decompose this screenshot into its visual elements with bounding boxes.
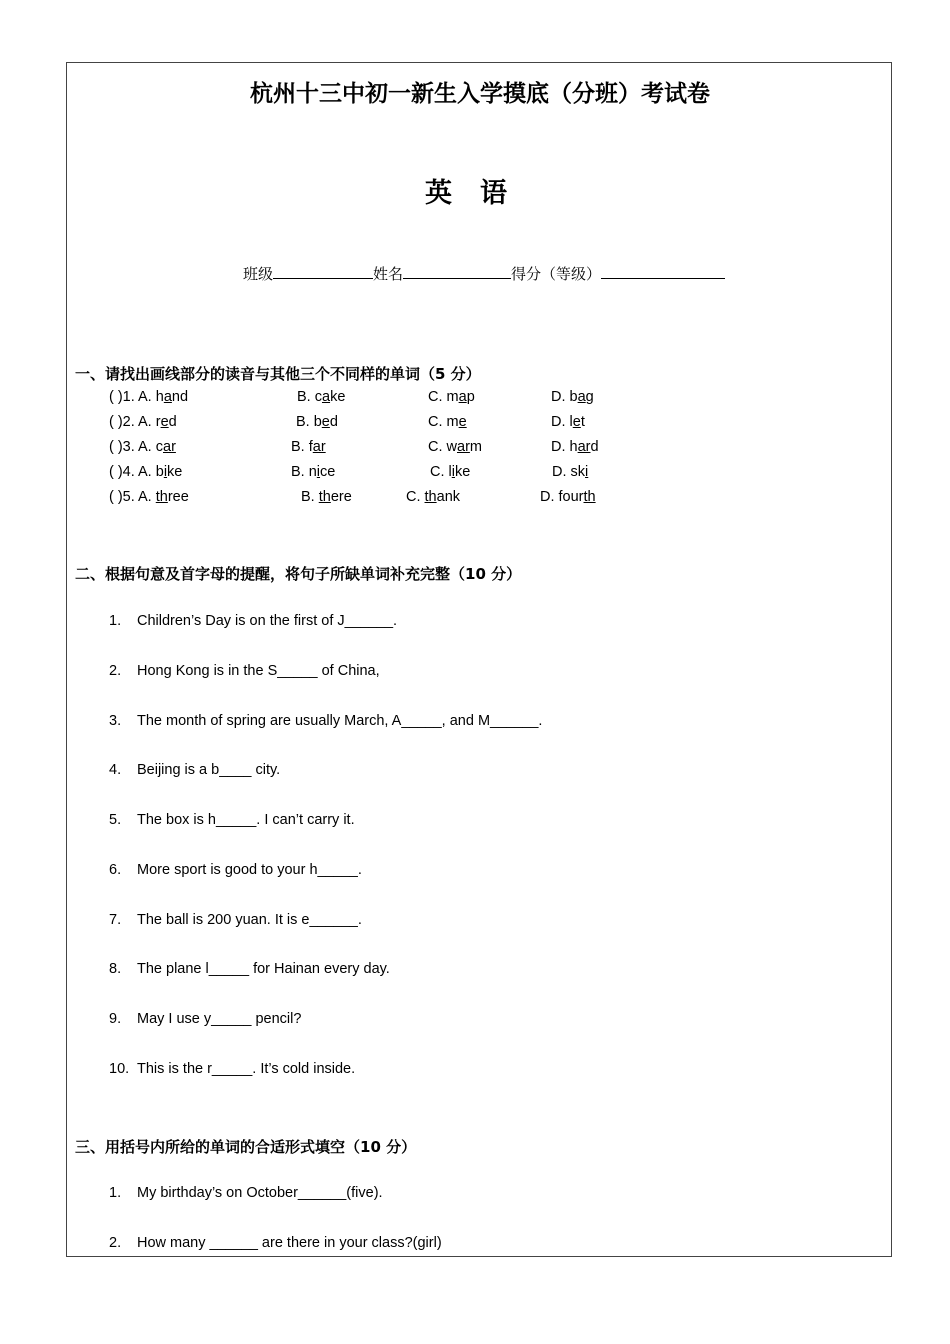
list-item [109,389,188,405]
question-text: Children’s Day is on the first of J______. [137,613,398,629]
list-item [109,762,280,778]
list-item [109,862,362,878]
score-blank [601,264,725,279]
option-text: C. m [428,414,459,430]
option-text: t [580,414,585,430]
underlined-letters: ar [577,439,591,455]
option-text: C. [406,489,425,505]
question-number: 1. [109,1185,122,1201]
option-text: ree [167,489,189,505]
option-text: A. r [138,414,161,430]
underlined-letters: th [583,489,596,505]
section3-heading: 三、用括号内所给的单词的合适形式填空（10 分） [75,1138,417,1156]
list-item [109,713,542,729]
list-item [109,1185,383,1201]
option-text: C. m [428,389,459,405]
option-text: ke [454,464,471,480]
underlined-letters: ar [457,439,470,455]
option-text: m [469,439,482,455]
question-text: This is the r_____. It’s cold inside. [137,1061,356,1077]
list-item [109,613,397,629]
option-c [428,389,475,405]
option-text: B. f [291,439,313,455]
question-number: ( )4. [109,464,139,480]
question-number: ( )2. [109,414,139,430]
list-item [109,1011,301,1027]
option-text: ce [320,464,336,480]
underlined-letters: a [577,389,586,405]
option-b [291,439,326,455]
section1-heading: 一、请找出画线部分的读音与其他三个不同样的单词（5 分） [75,365,481,383]
list-item [109,663,380,679]
section2-heading: 二、根据句意及首字母的提醒，将句子所缺单词补充完整（10 分） [75,565,522,583]
option-text: A. [138,489,156,505]
list-item [109,489,189,505]
question-number: 2. [109,663,122,679]
question-text: My birthday’s on October______(five). [137,1185,383,1201]
class-blank [273,264,373,279]
option-text: A. b [138,464,164,480]
option-text: d [590,439,599,455]
option-text: B. c [297,389,322,405]
question-text: How many ______ are there in your class?(girl) [137,1235,442,1251]
option-text: p [466,389,475,405]
question-number: 2. [109,1235,122,1251]
option-text: D. sk [552,464,586,480]
question-text: The box is h_____. I can’t carry it. [137,812,355,828]
underlined-letters: i [585,464,589,480]
option-text: B. n [291,464,317,480]
option-d [551,414,585,430]
underlined-letters: a [458,389,467,405]
underlined-letters: ar [312,439,326,455]
option-text: A. c [138,439,163,455]
option-text: ke [330,389,346,405]
underlined-letters: i [451,464,455,480]
option-c [428,414,467,430]
option-d [551,439,599,455]
underlined-letters: ar [163,439,176,455]
exam-title: 杭州十三中初一新生入学摸底（分班）考试卷 [250,81,710,107]
question-text: Hong Kong is in the S_____ of China, [137,663,380,679]
option-text: C. l [430,464,452,480]
option-text: ke [167,464,183,480]
option-text: D. b [551,389,578,405]
question-number: ( )5. [109,489,139,505]
question-text: The plane l_____ for Hainan every day. [137,961,390,977]
question-text: May I use y_____ pencil? [137,1011,302,1027]
list-item [109,439,176,455]
underlined-letters: e [458,414,467,430]
score-label: 得分（等级） [511,265,602,283]
option-text: A. h [138,389,164,405]
option-text: d [168,414,177,430]
exam-paper [66,62,892,1257]
underlined-letters: e [572,414,581,430]
option-b [301,489,352,505]
underlined-letters: i [316,464,321,480]
list-item [109,1235,442,1251]
underlined-letters: e [160,414,169,430]
question-number: 10. [109,1061,130,1077]
option-text: g [585,389,594,405]
underlined-letters: th [155,489,168,505]
option-c [430,464,470,480]
underlined-letters: a [163,389,172,405]
list-item [109,961,390,977]
question-number: ( )1. [109,389,139,405]
question-text: Beijing is a b____ city. [137,762,281,778]
underlined-letters: th [424,489,437,505]
name-label: 姓名 [373,265,404,283]
option-text: d [329,414,338,430]
option-text: C. w [428,439,457,455]
question-number: 8. [109,961,122,977]
option-text: D. four [540,489,584,505]
question-number: 1. [109,613,122,629]
question-number: 5. [109,812,122,828]
question-text: The ball is 200 yuan. It is e______. [137,912,362,928]
option-b [296,414,338,430]
question-number: 4. [109,762,122,778]
list-item [109,1061,355,1077]
option-text: B. b [296,414,322,430]
question-number: 6. [109,862,122,878]
list-item [109,464,182,480]
question-number: 7. [109,912,122,928]
list-item [109,812,355,828]
underlined-letters: e [321,414,330,430]
list-item [109,912,362,928]
list-item [109,414,177,430]
underlined-letters: i [163,464,168,480]
option-c [428,439,482,455]
option-d [540,489,596,505]
class-label: 班级 [243,265,274,283]
option-text: ere [330,489,352,505]
option-d [551,389,594,405]
subject-heading: 英语 [425,178,535,209]
question-text: The month of spring are usually March, A_____, and M______. [137,713,543,729]
question-number: ( )3. [109,439,139,455]
option-text: nd [171,389,189,405]
option-d [552,464,588,480]
option-b [297,389,345,405]
name-blank [403,264,511,279]
underlined-letters: a [321,389,331,405]
question-text: More sport is good to your h_____. [137,862,362,878]
option-text: D. l [551,414,573,430]
student-info-line [243,263,725,284]
underlined-letters: th [318,489,331,505]
option-text: D. h [551,439,578,455]
option-c [406,489,460,505]
option-text: B. [301,489,319,505]
option-text: ank [436,489,461,505]
question-number: 3. [109,713,122,729]
option-b [291,464,335,480]
question-number: 9. [109,1011,122,1027]
